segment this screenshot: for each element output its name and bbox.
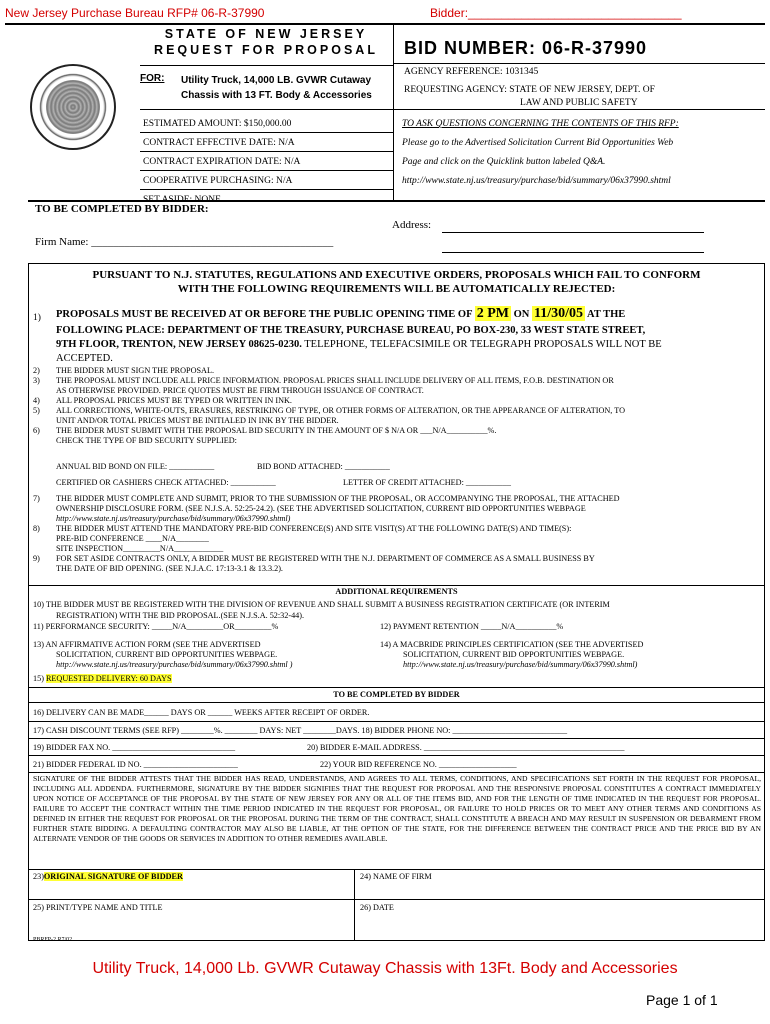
item-num bbox=[33, 436, 56, 446]
item-13-line-1: 13) AN AFFIRMATIVE ACTION FORM (SEE THE ADVERTISED bbox=[33, 640, 261, 649]
rule bbox=[28, 738, 765, 739]
bidder-header bbox=[430, 6, 682, 20]
for-label: FOR: bbox=[140, 73, 165, 84]
effective-date: CONTRACT EFFECTIVE DATE: N/A bbox=[143, 138, 295, 148]
completed-heading: TO BE COMPLETED BY BIDDER bbox=[333, 690, 460, 699]
payment-retention: 12) PAYMENT RETENTION _____N/A__________% bbox=[380, 622, 564, 631]
federal-id[interactable]: 21) BIDDER FEDERAL ID NO. _______________________ bbox=[33, 760, 238, 769]
questions-heading: TO ASK QUESTIONS CONCERNING THE CONTENTS OF THIS RFP: bbox=[402, 119, 679, 129]
form-code: PBRFP-2 R7/02 bbox=[33, 937, 73, 943]
rule bbox=[140, 65, 393, 66]
item-text: THE BIDDER MUST COMPLETE AND SUBMIT, PRIOR TO THE SUBMISSION OF THE PROPOSAL, OR ACCOMPANYING THE PROPOSAL, THE ATTACHED bbox=[56, 494, 620, 503]
estimated-amount: ESTIMATED AMOUNT: $150,000.00 bbox=[143, 119, 292, 129]
items-2-6 bbox=[33, 366, 758, 446]
bid-number: BID NUMBER: 06-R-37990 bbox=[404, 38, 648, 58]
item-1 bbox=[56, 307, 756, 366]
original-signature-label: ORIGINAL SIGNATURE OF BIDDER bbox=[43, 872, 183, 881]
sign-date[interactable]: 26) DATE bbox=[360, 903, 394, 912]
requested-delivery bbox=[33, 674, 172, 684]
macbride-url[interactable]: http://www.state.nj.us/treasury/purchase/bid/summary/06x37990.shtml) bbox=[403, 660, 638, 669]
item-text: UNIT AND/OR TOTAL PRICES MUST BE INITIALED IN INK BY THE BIDDER. bbox=[56, 416, 339, 425]
delivery-days[interactable]: 16) DELIVERY CAN BE MADE______ DAYS OR ______ WEEKS AFTER RECEIPT OF ORDER. bbox=[33, 708, 370, 717]
rule bbox=[28, 721, 765, 722]
item-10-line-1: 10) THE BIDDER MUST BE REGISTERED WITH THE DIVISION OF REVENUE AND SHALL SUBMIT A BUSINESS REGISTRATION CERTIFICATE (OR INTERIM bbox=[33, 600, 610, 609]
firm-name-row bbox=[35, 236, 333, 248]
for-line-2: Chassis with 13 FT. Body & Accessories bbox=[181, 90, 372, 101]
item-text: THE BIDDER MUST SUBMIT WITH THE PROPOSAL BID SECURITY IN THE AMOUNT OF $ N/A OR ___N/A__________%. bbox=[56, 426, 497, 435]
bidder-label: Bidder: bbox=[430, 6, 469, 20]
items-7-9 bbox=[33, 494, 758, 574]
rule bbox=[28, 755, 765, 756]
rule bbox=[28, 585, 765, 586]
print-name-title[interactable]: 25) PRINT/TYPE NAME AND TITLE bbox=[33, 903, 163, 912]
item-text: THE PROPOSAL MUST INCLUDE ALL PRICE INFORMATION. PROPOSAL PRICES SHALL INCLUDE DELIVERY OF ALL ITEMS, F.O.B. DESTINATION OR bbox=[56, 376, 614, 385]
item-num bbox=[33, 544, 56, 554]
pursuant-line-2: WITH THE FOLLOWING REQUIREMENTS WILL BE AUTOMATICALLY REJECTED: bbox=[177, 283, 616, 295]
questions-line-1: Please go to the Advertised Solicitation Current Bid Opportunities Web bbox=[402, 138, 674, 148]
item-1-line-4: ACCEPTED. bbox=[56, 353, 113, 364]
item-num bbox=[33, 564, 56, 574]
item-num bbox=[33, 514, 56, 524]
rfp-reference: New Jersey Purchase Bureau RFP# 06-R-37990 bbox=[5, 6, 265, 20]
bid-reference[interactable]: 22) YOUR BID REFERENCE NO. ___________________ bbox=[320, 760, 517, 769]
bidder-blank: ________________________________ bbox=[468, 6, 682, 20]
item-num: 5) bbox=[33, 406, 40, 415]
firm-name-label: Firm Name: bbox=[35, 236, 89, 248]
questions-line-2: Page and click on the Quicklink button labeled Q&A. bbox=[402, 157, 606, 167]
footer-title: Utility Truck, 14,000 Lb. GVWR Cutaway Chassis with 13Ft. Body and Accessories bbox=[92, 960, 678, 977]
item-text: ALL PROPOSAL PRICES MUST BE TYPED OR WRITTEN IN INK. bbox=[56, 396, 292, 405]
name-of-firm[interactable]: 24) NAME OF FIRM bbox=[360, 872, 432, 881]
item-text: OWNERSHIP DISCLOSURE FORM. (SEE N.J.S.A. 52:25-24.2). (SEE THE ADVERTISED SOLICITATION, CURRENT BID OPPORTUNITIES WEBPAGE bbox=[56, 504, 586, 513]
bidder-fax[interactable]: 19) BIDDER FAX NO. ______________________________ bbox=[33, 743, 236, 752]
questions-url[interactable]: http://www.state.nj.us/treasury/purchase/bid/summary/06x37990.shtml bbox=[402, 176, 671, 186]
pursuant-heading bbox=[28, 268, 765, 296]
rule bbox=[140, 109, 765, 110]
contract-info bbox=[143, 115, 300, 210]
certified-check[interactable]: CERTIFIED OR CASHIERS CHECK ATTACHED: ___________ bbox=[56, 478, 276, 487]
rule bbox=[140, 189, 393, 190]
item-1-line-2: FOLLOWING PLACE: DEPARTMENT OF THE TREASURY, PURCHASE BUREAU, PO BOX-230, 33 WEST STATE STREET, bbox=[56, 325, 646, 336]
item-text: THE BIDDER MUST SIGN THE PROPOSAL. bbox=[56, 366, 215, 375]
cooperative-purchasing: COOPERATIVE PURCHASING: N/A bbox=[143, 176, 293, 186]
item-text: PRE-BID CONFERENCE ____N/A________ bbox=[56, 534, 209, 543]
state-line: STATE OF NEW JERSEY bbox=[164, 27, 368, 41]
annual-bid-bond[interactable]: ANNUAL BID BOND ON FILE: ___________ bbox=[56, 462, 215, 471]
item-num: 9) bbox=[33, 554, 40, 563]
questions-block bbox=[402, 115, 679, 191]
bidder-section-heading: TO BE COMPLETED BY BIDDER: bbox=[35, 203, 209, 215]
item-num bbox=[33, 504, 56, 514]
item-13 bbox=[33, 640, 292, 670]
item-num bbox=[33, 534, 56, 544]
item-1-at: AT THE bbox=[587, 309, 626, 320]
item-num: 6) bbox=[33, 426, 40, 435]
item-text: ALL CORRECTIONS, WHITE-OUTS, ERASURES, RESTRIKING OF TYPE, OR OTHER FORMS OF ALTERATION, OR THE APPEARANCE OF ALTERATION, TO bbox=[56, 406, 625, 415]
expiration-date: CONTRACT EXPIRATION DATE: N/A bbox=[143, 157, 301, 167]
item-14-line-2: SOLICITATION, CURRENT BID OPPORTUNITIES WEBPAGE. bbox=[403, 650, 625, 659]
for-description bbox=[181, 73, 372, 103]
item-14-line-1: 14) A MACBRIDE PRINCIPLES CERTIFICATION (SEE THE ADVERTISED bbox=[380, 640, 644, 649]
item-text: CHECK THE TYPE OF BID SECURITY SUPPLIED: bbox=[56, 436, 237, 445]
rule bbox=[140, 170, 393, 171]
rule bbox=[28, 869, 765, 870]
item-text: SITE INSPECTION_________N/A____________ bbox=[56, 544, 224, 553]
sign-box-23-num: 23) bbox=[33, 872, 44, 881]
item-1-line-3a: 9TH FLOOR, TRENTON, NEW JERSEY 08625-0230. bbox=[56, 339, 302, 350]
item-1-num: 1) bbox=[33, 313, 41, 323]
item-num: 4) bbox=[33, 396, 40, 405]
cash-discount-phone[interactable]: 17) CASH DISCOUNT TERMS (SEE RFP) ________%. ________ DAYS: NET ________DAYS. 18) BIDDER PHONE NO: ____________________________ bbox=[33, 726, 568, 735]
rule bbox=[28, 772, 765, 773]
rfp-line: REQUEST FOR PROPOSAL bbox=[154, 43, 378, 57]
agency-reference: AGENCY REFERENCE: 1031345 bbox=[404, 67, 539, 77]
bidder-email[interactable]: 20) BIDDER E-MAIL ADDRESS. _________________________________________________ bbox=[307, 743, 625, 752]
requesting-agency bbox=[404, 84, 655, 110]
ownership-url[interactable]: http://www.state.nj.us/treasury/purchase/bid/summary/06x37990.shtml) bbox=[56, 514, 291, 523]
requested-delivery-text: REQUESTED DELIVERY: 60 DAYS bbox=[45, 674, 172, 683]
page-number: Page 1 of 1 bbox=[646, 992, 718, 1008]
bid-bond-attached[interactable]: BID BOND ATTACHED: ___________ bbox=[257, 462, 390, 471]
performance-security: 11) PERFORMANCE SECURITY: _____N/A_________OR_________% bbox=[33, 622, 279, 631]
state-seal bbox=[30, 64, 116, 150]
opening-date: 11/30/05 bbox=[533, 306, 583, 321]
item-15-num: 15) bbox=[33, 674, 44, 683]
item-text: AS OTHERWISE PROVIDED. PRICE QUOTES MUST BE FIRM THROUGH ISSUANCE OF CONTRACT. bbox=[56, 386, 424, 395]
item-num bbox=[33, 416, 56, 426]
rule bbox=[28, 899, 765, 900]
rule bbox=[28, 702, 765, 703]
signature-attestation: SIGNATURE OF THE BIDDER ATTESTS THAT THE BIDDER HAS READ, UNDERSTANDS, AND AGREES TO ALL TERMS, CONDITIONS, AND SPECIFICATIONS SET FORTH IN THE REQUEST FOR PROPOSAL, INCLUDING ALL ADDENDA. FURTHERMORE, SIGNATURE BY THE BIDDER SIGNIFIES THAT THE REQUEST FOR PROPOSAL AND THE RESPONSIVE PROPOSAL CONSTITUTES A CONTRACT IMMEDIATELY UPON NOTICE OF ACCEPTANCE OF THE PROPOSAL BY THE STATE OF NEW JERSEY FOR ANY OR ALL OF THE ITEMS BID, AND FOR THE LENGTH OF TIME INDICATED IN THE REQUEST FOR PROPOSAL. FAILURE TO ACCEPT THE CONTRACT WITHIN THE TIME PERIOD INDICATED IN THE REQUEST FOR PROPOSAL, OR FAILURE TO HOLD PRICES OR TO MEET ANY OTHER TERMS AND CONDITIONS AS DEFINED IN EITHER THE REQUEST FOR PROPOSAL OR THE PROPOSAL DURING THE TERM OF THE CONTRACT, SHALL CONSTITUTE A BREACH AND MAY RESULT IN SUSPENSION OR DEBARMENT FROM FURTHER STATE BIDDING. A DEFAULTING CONTRACTOR MAY ALSO BE LIABLE, AT THE OPTION OF THE STATE, FOR THE DIFFERENCE BETWEEN THE CONTRACT PRICE AND THE PRICE BID BY AN ALTERNATE VENDOR OF THE GOODS OR SERVICES IN ADDITION TO OTHER REMEDIES AVAILABLE. bbox=[33, 774, 761, 843]
rule bbox=[28, 200, 765, 202]
item-text: THE DATE OF BID OPENING. (SEE N.J.A.C. 17:13-3.1 & 13.3.2). bbox=[56, 564, 283, 573]
address-label: Address: bbox=[392, 219, 432, 231]
item-1-pre: PROPOSALS MUST BE RECEIVED AT OR BEFORE THE PUBLIC OPENING TIME OF bbox=[56, 309, 473, 320]
opening-time: 2 PM bbox=[476, 306, 509, 321]
column-divider bbox=[393, 24, 394, 200]
item-num: 8) bbox=[33, 524, 40, 533]
item-text: FOR SET ASIDE CONTRACTS ONLY, A BIDDER MUST BE REGISTERED WITH THE N.J. DEPARTMENT OF COMMERCE AS A SMALL BUSINESS BY bbox=[56, 554, 595, 563]
item-14 bbox=[380, 640, 643, 670]
item-10-line-2: REGISTRATION) WITH THE BID PROPOSAL.(SEE N.J.S.A. 52:32-44). bbox=[56, 611, 305, 620]
requesting-line-1: REQUESTING AGENCY: STATE OF NEW JERSEY, DEPT. OF bbox=[404, 85, 655, 95]
rule bbox=[28, 687, 765, 688]
state-title bbox=[140, 26, 392, 58]
item-num: 3) bbox=[33, 376, 40, 385]
requesting-line-2: LAW AND PUBLIC SAFETY bbox=[520, 98, 638, 108]
sign-divider bbox=[354, 869, 355, 941]
item-13-line-2: SOLICITATION, CURRENT BID OPPORTUNITIES WEBPAGE. bbox=[56, 650, 278, 659]
item-1-on: ON bbox=[513, 309, 530, 320]
address-field-1[interactable] bbox=[442, 232, 704, 233]
affirmative-action-url[interactable]: http://www.state.nj.us/treasury/purchase/bid/summary/06x37990.shtml ) bbox=[56, 660, 293, 669]
letter-of-credit[interactable]: LETTER OF CREDIT ATTACHED: ___________ bbox=[343, 478, 511, 487]
rule bbox=[140, 132, 393, 133]
header-rule bbox=[5, 23, 765, 25]
item-text: THE BIDDER MUST ATTEND THE MANDATORY PRE-BID CONFERENCE(S) AND SITE VISIT(S) AT THE FOLLOWING DATE(S) AND TIME(S): bbox=[56, 524, 572, 533]
rule bbox=[394, 63, 765, 64]
for-line-1: Utility Truck, 14,000 LB. GVWR Cutaway bbox=[181, 75, 372, 86]
item-num bbox=[33, 386, 56, 396]
additional-heading: ADDITIONAL REQUIREMENTS bbox=[335, 587, 458, 596]
rule bbox=[140, 151, 393, 152]
pursuant-line-1: PURSUANT TO N.J. STATUTES, REGULATIONS AND EXECUTIVE ORDERS, PROPOSALS WHICH FAIL TO CONFORM bbox=[92, 269, 701, 281]
address-field-2[interactable] bbox=[442, 252, 704, 253]
item-1-line-3b: TELEPHONE, TELEFACSIMILE OR TELEGRAPH PROPOSALS WILL NOT BE bbox=[301, 339, 662, 350]
sign-box-23[interactable] bbox=[33, 872, 183, 882]
item-num: 2) bbox=[33, 366, 40, 375]
item-num: 7) bbox=[33, 494, 40, 503]
firm-name-field[interactable]: ____________________________________________ bbox=[91, 236, 334, 248]
